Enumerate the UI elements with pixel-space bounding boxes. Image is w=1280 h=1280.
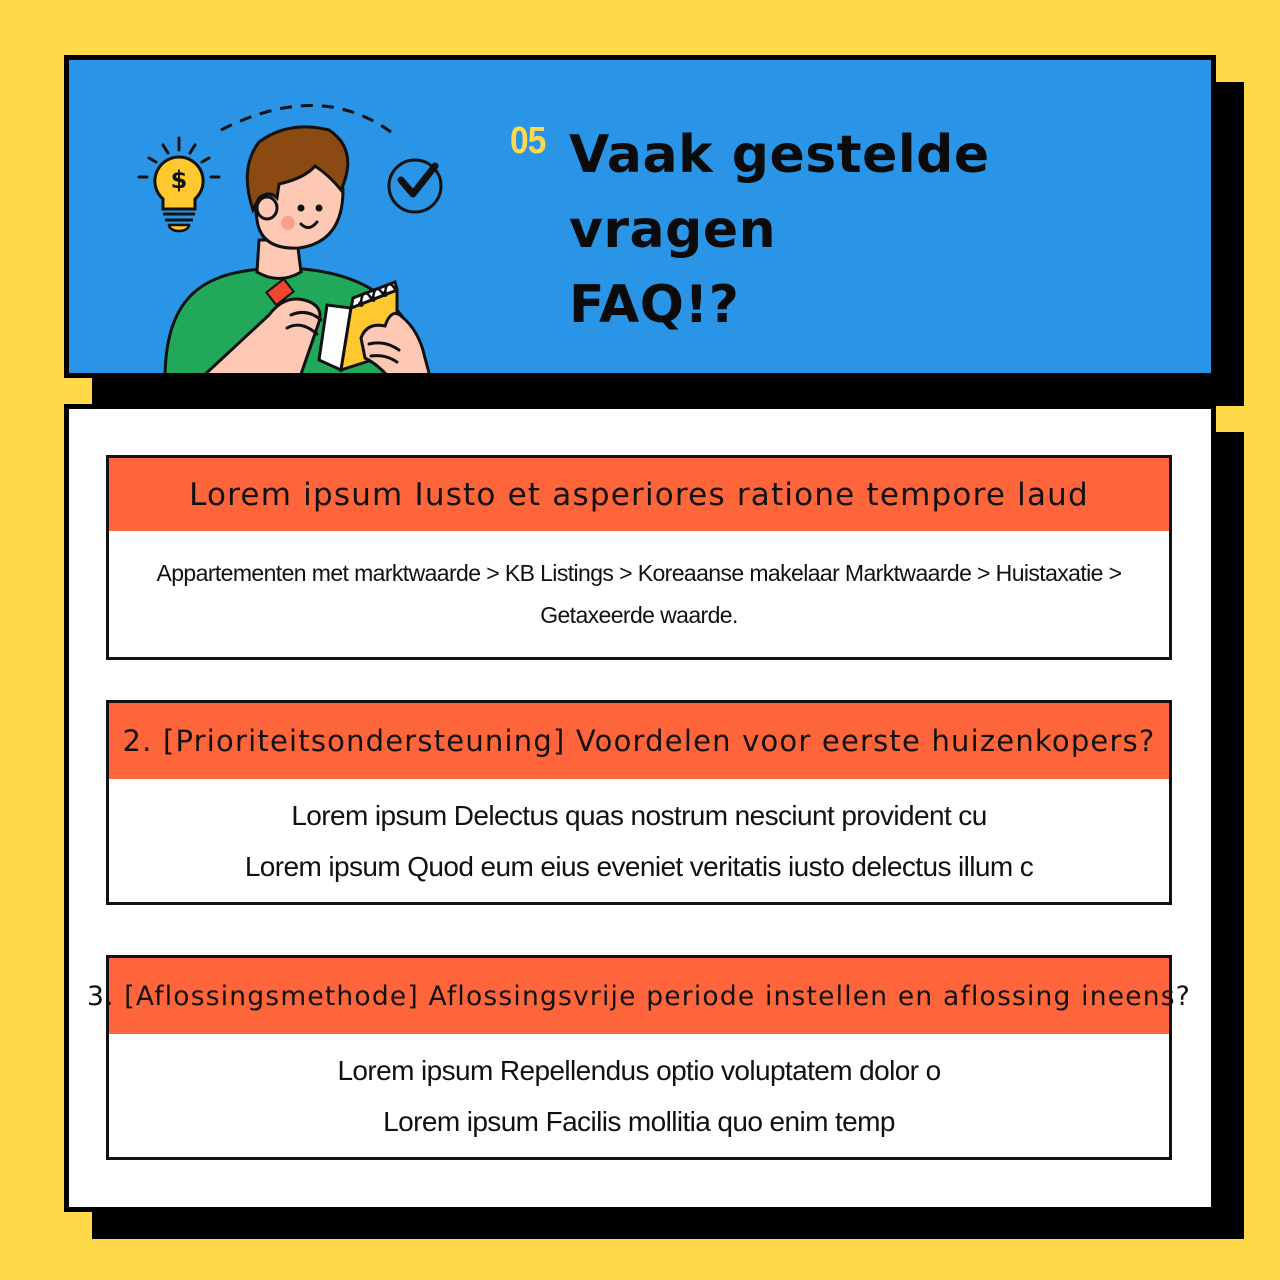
answer-line: Lorem ipsum Repellendus optio voluptatem dolor o (337, 1054, 941, 1086)
faq-answer (109, 1034, 1169, 1157)
answer-line: Lorem ipsum Quod eum eius eveniet veritatis iusto delectus illum c (244, 850, 1034, 882)
svg-text:$: $ (170, 166, 188, 194)
faq-panel (64, 404, 1216, 1212)
answer-line: Getaxeerde waarde. (540, 602, 738, 628)
faq-item (106, 455, 1172, 660)
faq-answer (109, 531, 1169, 657)
page-title (569, 118, 990, 343)
faq-question: Lorem ipsum Iusto et asperiores ratione tempore laud (109, 458, 1169, 531)
faq-question: 2. [Prioriteitsondersteuning] Voordelen voor eerste huizenkopers? (109, 703, 1169, 779)
checkmark-circle-icon (389, 160, 441, 212)
faq-item (106, 700, 1172, 905)
step-number: 05 (510, 120, 546, 162)
answer-line: Appartementen met marktwaarde > KB Listings > Koreaanse makelaar Marktwaarde > Huistaxatie > (156, 560, 1122, 586)
person-head (247, 127, 348, 248)
faq-item (86, 955, 1192, 1160)
answer-line: Lorem ipsum Delectus quas nostrum nesciunt provident cu (291, 799, 987, 831)
title-line: FAQ!? (569, 275, 740, 335)
title-line: Vaak gestelde (569, 125, 990, 185)
faq-question: 3. [Aflossingsmethode] Aflossingsvrije periode instellen en aflossing ineens? (109, 958, 1169, 1034)
answer-line: Lorem ipsum Facilis mollitia quo enim temp (383, 1105, 895, 1137)
lightbulb-dollar-icon (139, 138, 219, 231)
person-with-notepad-illustration (129, 90, 459, 378)
title-line: vragen (569, 200, 777, 260)
hero-panel (64, 55, 1216, 378)
faq-answer (109, 779, 1169, 902)
